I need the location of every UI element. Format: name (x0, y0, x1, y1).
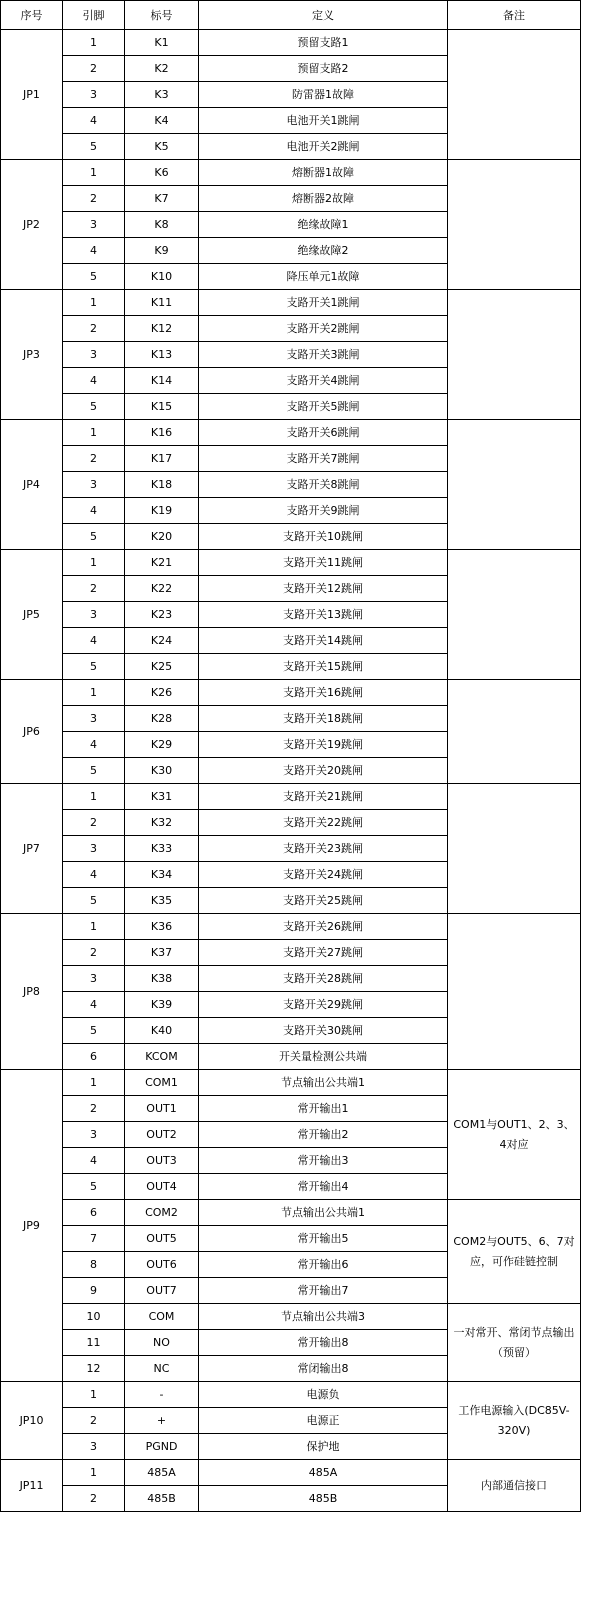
pin-number-cell: 1 (63, 1460, 125, 1486)
pin-label-cell: KCOM (125, 1044, 199, 1070)
remark-cell: 一对常开、常闭节点输出（预留） (448, 1304, 581, 1382)
pin-definition-cell: 支路开关1跳闸 (199, 290, 448, 316)
pin-definition-cell: 支路开关10跳闸 (199, 524, 448, 550)
pin-number-cell: 5 (63, 758, 125, 784)
pin-definition-cell: 支路开关9跳闸 (199, 498, 448, 524)
table-row (1, 1382, 581, 1408)
remark-cell (448, 420, 581, 550)
pin-definition-cell: 支路开关8跳闸 (199, 472, 448, 498)
pin-label-cell: K14 (125, 368, 199, 394)
remark-cell (448, 680, 581, 784)
pin-number-cell: 4 (63, 628, 125, 654)
pin-label-cell: K33 (125, 836, 199, 862)
pin-label-cell: COM2 (125, 1200, 199, 1226)
pin-number-cell: 6 (63, 1200, 125, 1226)
pin-label-cell: OUT5 (125, 1226, 199, 1252)
pin-definition-cell: 节点输出公共端1 (199, 1070, 448, 1096)
pin-definition-cell: 常开输出8 (199, 1330, 448, 1356)
pin-definition-cell: 防雷器1故障 (199, 82, 448, 108)
pin-number-cell: 5 (63, 264, 125, 290)
pin-definition-cell: 保护地 (199, 1434, 448, 1460)
pin-label-cell: NO (125, 1330, 199, 1356)
pin-number-cell: 2 (63, 1408, 125, 1434)
pin-definition-cell: 支路开关6跳闸 (199, 420, 448, 446)
pin-label-cell: COM (125, 1304, 199, 1330)
remark-cell (448, 550, 581, 680)
pin-number-cell: 3 (63, 836, 125, 862)
group-name-cell: JP8 (1, 914, 63, 1070)
pin-label-cell: K32 (125, 810, 199, 836)
pin-label-cell: K22 (125, 576, 199, 602)
pin-label-cell: OUT3 (125, 1148, 199, 1174)
remark-cell (448, 290, 581, 420)
pin-definition-cell: 节点输出公共端1 (199, 1200, 448, 1226)
table-row (1, 160, 581, 186)
pin-definition-cell: 支路开关19跳闸 (199, 732, 448, 758)
pin-label-cell: K20 (125, 524, 199, 550)
pin-number-cell: 5 (63, 654, 125, 680)
pin-definition-cell: 熔断器2故障 (199, 186, 448, 212)
header-row (1, 1, 581, 30)
pin-definition-cell: 支路开关13跳闸 (199, 602, 448, 628)
group-name-cell: JP2 (1, 160, 63, 290)
pin-definition-cell: 支路开关22跳闸 (199, 810, 448, 836)
pin-label-cell: K23 (125, 602, 199, 628)
pin-definition-cell: 支路开关23跳闸 (199, 836, 448, 862)
pin-label-cell: K38 (125, 966, 199, 992)
pin-number-cell: 2 (63, 1096, 125, 1122)
group-name-cell: JP4 (1, 420, 63, 550)
pin-definition-cell: 支路开关7跳闸 (199, 446, 448, 472)
pin-number-cell: 2 (63, 316, 125, 342)
pin-label-cell: K24 (125, 628, 199, 654)
pin-definition-cell: 支路开关30跳闸 (199, 1018, 448, 1044)
pin-definition-cell: 常开输出5 (199, 1226, 448, 1252)
pin-label-cell: K19 (125, 498, 199, 524)
pin-label-cell: + (125, 1408, 199, 1434)
pin-definition-cell: 支路开关16跳闸 (199, 680, 448, 706)
pin-number-cell: 3 (63, 706, 125, 732)
pin-number-cell: 1 (63, 914, 125, 940)
pin-definition-cell: 支路开关3跳闸 (199, 342, 448, 368)
remark-cell: 内部通信接口 (448, 1460, 581, 1512)
pin-definition-cell: 节点输出公共端3 (199, 1304, 448, 1330)
pin-label-cell: K6 (125, 160, 199, 186)
table-row (1, 784, 581, 810)
pin-label-cell: K12 (125, 316, 199, 342)
pin-definition-cell: 支路开关15跳闸 (199, 654, 448, 680)
table-row (1, 914, 581, 940)
pin-number-cell: 3 (63, 1434, 125, 1460)
pin-definition-cell: 支路开关18跳闸 (199, 706, 448, 732)
pin-label-cell: OUT6 (125, 1252, 199, 1278)
pin-label-cell: K13 (125, 342, 199, 368)
pin-number-cell: 1 (63, 420, 125, 446)
pin-definition-cell: 开关量检测公共端 (199, 1044, 448, 1070)
pin-definition-cell: 常开输出6 (199, 1252, 448, 1278)
table-row (1, 30, 581, 56)
pin-label-cell: OUT2 (125, 1122, 199, 1148)
pin-definition-cell: 支路开关20跳闸 (199, 758, 448, 784)
pin-label-cell: 485B (125, 1486, 199, 1512)
group-name-cell: JP11 (1, 1460, 63, 1512)
pin-label-cell: K35 (125, 888, 199, 914)
pin-number-cell: 2 (63, 940, 125, 966)
pin-definition-cell: 电池开关1跳闸 (199, 108, 448, 134)
pin-label-cell: COM1 (125, 1070, 199, 1096)
pin-number-cell: 4 (63, 732, 125, 758)
pin-label-cell: K16 (125, 420, 199, 446)
pin-label-cell: K17 (125, 446, 199, 472)
pin-label-cell: K25 (125, 654, 199, 680)
pin-label-cell: K21 (125, 550, 199, 576)
pin-number-cell: 4 (63, 498, 125, 524)
pin-number-cell: 1 (63, 680, 125, 706)
pin-number-cell: 5 (63, 394, 125, 420)
pin-number-cell: 3 (63, 602, 125, 628)
pin-number-cell: 2 (63, 1486, 125, 1512)
pin-label-cell: K29 (125, 732, 199, 758)
pin-label-cell: - (125, 1382, 199, 1408)
pin-label-cell: K30 (125, 758, 199, 784)
group-name-cell: JP6 (1, 680, 63, 784)
pin-number-cell: 4 (63, 238, 125, 264)
pin-number-cell: 5 (63, 1174, 125, 1200)
pin-definition-cell: 预留支路1 (199, 30, 448, 56)
group-name-cell: JP9 (1, 1070, 63, 1382)
pin-definition-cell: 常开输出3 (199, 1148, 448, 1174)
pin-label-cell: OUT4 (125, 1174, 199, 1200)
pin-definition-cell: 常闭输出8 (199, 1356, 448, 1382)
pin-number-cell: 5 (63, 1018, 125, 1044)
pin-definition-cell: 电源正 (199, 1408, 448, 1434)
pin-definition-cell: 常开输出7 (199, 1278, 448, 1304)
pin-definition-cell: 支路开关24跳闸 (199, 862, 448, 888)
group-name-cell: JP3 (1, 290, 63, 420)
pin-definition-cell: 支路开关11跳闸 (199, 550, 448, 576)
pin-definition-cell: 电源负 (199, 1382, 448, 1408)
pin-number-cell: 4 (63, 368, 125, 394)
pin-label-cell: K39 (125, 992, 199, 1018)
pin-label-cell: K34 (125, 862, 199, 888)
pin-definition-cell: 支路开关27跳闸 (199, 940, 448, 966)
pin-label-cell: K3 (125, 82, 199, 108)
pin-label-cell: 485A (125, 1460, 199, 1486)
table-body (1, 1, 581, 1512)
pin-number-cell: 3 (63, 212, 125, 238)
pin-definition-cell: 485B (199, 1486, 448, 1512)
pin-number-cell: 2 (63, 56, 125, 82)
pin-definition-cell: 支路开关29跳闸 (199, 992, 448, 1018)
pin-label-cell: K40 (125, 1018, 199, 1044)
pin-number-cell: 3 (63, 472, 125, 498)
pin-definition-cell: 电池开关2跳闸 (199, 134, 448, 160)
pin-label-cell: K2 (125, 56, 199, 82)
table-row (1, 1460, 581, 1486)
pin-number-cell: 12 (63, 1356, 125, 1382)
pin-number-cell: 4 (63, 108, 125, 134)
pin-number-cell: 3 (63, 82, 125, 108)
group-name-cell: JP5 (1, 550, 63, 680)
pin-number-cell: 2 (63, 810, 125, 836)
pin-number-cell: 1 (63, 550, 125, 576)
pin-definition-cell: 常开输出2 (199, 1122, 448, 1148)
pin-label-cell: PGND (125, 1434, 199, 1460)
pin-number-cell: 4 (63, 1148, 125, 1174)
header-definition: 定义 (199, 1, 448, 30)
pin-number-cell: 11 (63, 1330, 125, 1356)
pin-label-cell: K37 (125, 940, 199, 966)
pin-definition-cell: 485A (199, 1460, 448, 1486)
pin-definition-cell: 支路开关4跳闸 (199, 368, 448, 394)
table-row (1, 550, 581, 576)
pin-number-cell: 2 (63, 186, 125, 212)
pin-label-cell: K36 (125, 914, 199, 940)
pin-number-cell: 5 (63, 134, 125, 160)
pin-label-cell: K31 (125, 784, 199, 810)
pin-number-cell: 1 (63, 30, 125, 56)
remark-cell: 工作电源输入(DC85V-320V) (448, 1382, 581, 1460)
pin-number-cell: 2 (63, 446, 125, 472)
pin-definition-cell: 支路开关21跳闸 (199, 784, 448, 810)
pin-number-cell: 6 (63, 1044, 125, 1070)
pin-definition-cell: 支路开关2跳闸 (199, 316, 448, 342)
pin-definition-cell: 熔断器1故障 (199, 160, 448, 186)
table-row (1, 290, 581, 316)
table-row (1, 1304, 581, 1330)
pin-definition-cell: 常开输出1 (199, 1096, 448, 1122)
pin-label-cell: K7 (125, 186, 199, 212)
pin-definition-cell: 支路开关28跳闸 (199, 966, 448, 992)
pin-number-cell: 2 (63, 576, 125, 602)
pin-number-cell: 5 (63, 888, 125, 914)
pin-number-cell: 8 (63, 1252, 125, 1278)
pin-label-cell: K8 (125, 212, 199, 238)
remark-cell (448, 914, 581, 1070)
pin-label-cell: K9 (125, 238, 199, 264)
pin-definition-cell: 降压单元1故障 (199, 264, 448, 290)
pin-number-cell: 5 (63, 524, 125, 550)
pin-label-cell: OUT1 (125, 1096, 199, 1122)
pin-label-cell: K5 (125, 134, 199, 160)
pin-definition-cell: 支路开关12跳闸 (199, 576, 448, 602)
pin-number-cell: 1 (63, 160, 125, 186)
pin-label-cell: K26 (125, 680, 199, 706)
remark-cell: COM2与OUT5、6、7对应，可作硅链控制 (448, 1200, 581, 1304)
table-row (1, 680, 581, 706)
pin-label-cell: K4 (125, 108, 199, 134)
pin-definition-cell: 绝缘故障2 (199, 238, 448, 264)
pin-number-cell: 3 (63, 966, 125, 992)
header-seq: 序号 (1, 1, 63, 30)
pin-definition-cell: 常开输出4 (199, 1174, 448, 1200)
remark-cell: COM1与OUT1、2、3、4对应 (448, 1070, 581, 1200)
pin-label-cell: K28 (125, 706, 199, 732)
pin-number-cell: 9 (63, 1278, 125, 1304)
table-row (1, 1070, 581, 1096)
table-row (1, 1200, 581, 1226)
remark-cell (448, 30, 581, 160)
pin-label-cell: K15 (125, 394, 199, 420)
pin-definition-cell: 支路开关26跳闸 (199, 914, 448, 940)
header-pin: 引脚 (63, 1, 125, 30)
group-name-cell: JP10 (1, 1382, 63, 1460)
header-label: 标号 (125, 1, 199, 30)
pin-label-cell: K1 (125, 30, 199, 56)
pin-number-cell: 1 (63, 1070, 125, 1096)
pin-number-cell: 7 (63, 1226, 125, 1252)
pin-number-cell: 4 (63, 992, 125, 1018)
pin-number-cell: 3 (63, 342, 125, 368)
pin-definition-cell: 支路开关25跳闸 (199, 888, 448, 914)
remark-cell (448, 160, 581, 290)
table-row (1, 420, 581, 446)
pin-number-cell: 10 (63, 1304, 125, 1330)
header-remark: 备注 (448, 1, 581, 30)
pin-label-cell: K10 (125, 264, 199, 290)
pin-label-cell: K11 (125, 290, 199, 316)
pin-number-cell: 1 (63, 1382, 125, 1408)
pin-number-cell: 1 (63, 784, 125, 810)
remark-cell (448, 784, 581, 914)
pin-label-cell: OUT7 (125, 1278, 199, 1304)
pin-number-cell: 4 (63, 862, 125, 888)
group-name-cell: JP1 (1, 30, 63, 160)
group-name-cell: JP7 (1, 784, 63, 914)
pin-definition-cell: 支路开关5跳闸 (199, 394, 448, 420)
pin-label-cell: NC (125, 1356, 199, 1382)
pin-definition-cell: 预留支路2 (199, 56, 448, 82)
pin-number-cell: 1 (63, 290, 125, 316)
pin-definition-cell: 绝缘故障1 (199, 212, 448, 238)
pin-label-cell: K18 (125, 472, 199, 498)
pin-definition-cell: 支路开关14跳闸 (199, 628, 448, 654)
pin-number-cell: 3 (63, 1122, 125, 1148)
